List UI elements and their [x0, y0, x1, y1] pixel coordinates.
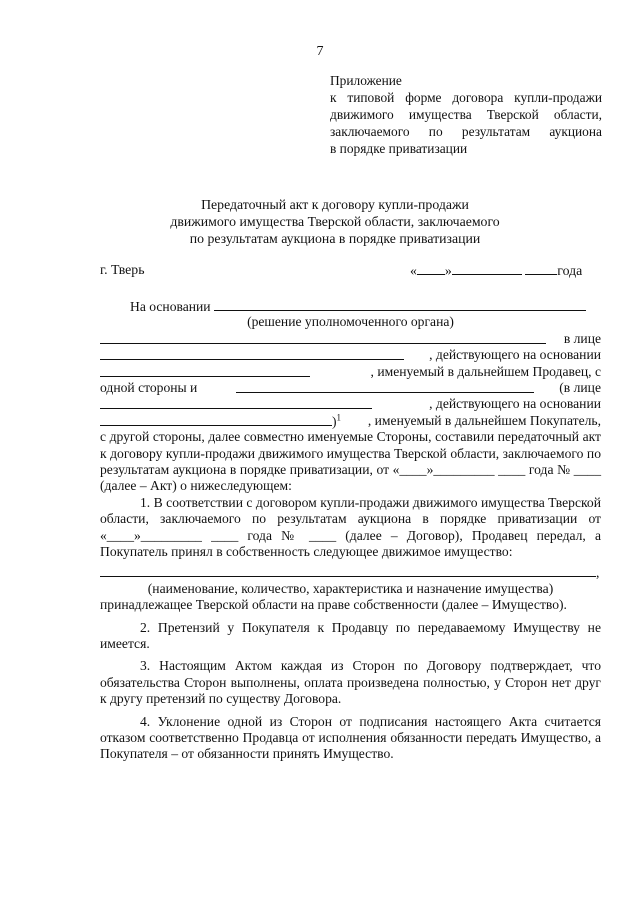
property-blank[interactable]: [100, 564, 596, 577]
seller-basis-blank[interactable]: [100, 364, 310, 377]
appendix-line-2: к типовой форме договора купли-продажи: [330, 90, 602, 105]
intro-line-7: [100, 396, 601, 412]
intro-line-5: [100, 364, 601, 380]
clause-1-cont: принадлежащее Тверской области на праве собственности (далее – Имущество).: [100, 597, 567, 613]
date-field: [410, 262, 582, 279]
clause-1: 1. В соответствии с договором купли-продажи движимого имущества Тверской области, заключаемого по результатам аукциона в порядке приватизации от «____»_________ ____ года № ____ (далее – Договор), Продавец передал, а Покупатель принял в собственность следующее движимое имущество:: [100, 494, 601, 559]
clause-4: 4. Уклонение одной из Сторон от подписания настоящего Акта считается отказом соответственно Продавца от исполнения обязанности передать Имущество, а Покупателя – от обязанности принять Имущество.: [100, 713, 601, 762]
one-side-label: одной стороны и: [100, 379, 198, 395]
appendix-line-3: движимого имущества Тверской области,: [330, 107, 602, 122]
date-quote-close: »: [444, 263, 452, 278]
acting-basis-label: , действующего на основании: [429, 347, 601, 363]
authority-blank[interactable]: [214, 298, 586, 311]
intro-paragraph: с другой стороны, далее совместно именуемые Стороны, составили передаточный акт к договору купли-продажи движимого имущества Тверской области, заключаемого по результатам аукциона в порядке приватизации, от «____»_________ ____ года № ____ (далее – Акт) о нижеследующем:: [100, 429, 601, 494]
footnote-mark: 1: [336, 412, 342, 423]
authority-caption: (решение уполномоченного органа): [247, 314, 454, 330]
document-body: [100, 298, 601, 763]
seller-named-label: , именуемый в дальнейшем Продавец, с: [370, 363, 601, 379]
property-line: ,: [100, 564, 601, 580]
appendix-block: [330, 72, 602, 157]
in-person-label: в лице: [563, 330, 601, 346]
seller-name-blank[interactable]: [100, 331, 546, 344]
buyer-name-blank[interactable]: [236, 380, 534, 393]
date-year-suffix: года: [557, 263, 583, 278]
date-year-blank[interactable]: [525, 262, 557, 275]
intro-line-8: )$^1$ , именуемый в дальнейшем Покупатель,: [100, 413, 601, 429]
appendix-line-1: Приложение: [330, 73, 402, 88]
clause-2: 2. Претензий у Покупателя к Продавцу по передаваемому Имуществу не имеется.: [100, 619, 601, 651]
buyer-named-label: , именуемый в дальнейшем Покупатель,: [367, 412, 601, 428]
document-title: [100, 196, 570, 247]
date-month-blank[interactable]: [452, 262, 522, 275]
title-line-2: движимого имущества Тверской области, заключаемого: [170, 214, 500, 229]
appendix-line-4: заключаемого по результатам аукциона: [330, 124, 602, 139]
title-line-1: Передаточный акт к договору купли-продажи: [201, 197, 469, 212]
acting-basis2-label: , действующего на основании: [429, 396, 601, 412]
property-caption: (наименование, количество, характеристика и назначение имущества): [147, 580, 554, 596]
intro-line-1: [100, 298, 601, 314]
page-number: 7: [316, 44, 324, 59]
intro-line-4: [100, 347, 601, 363]
intro-line-6: [100, 380, 601, 396]
appendix-line-5: в порядке приватизации: [330, 141, 468, 156]
title-line-3: по результатам аукциона в порядке приватизации: [189, 231, 481, 246]
clause-3: 3. Настоящим Актом каждая из Сторон по Договору подтверждает, что обязательства Сторон выполнены, оплата произведена полностью, у Сторон нет друг к другу претензий по существу Договора.: [100, 658, 601, 707]
place-of-signing: г. Тверь: [100, 262, 145, 277]
intro-line-3: [100, 331, 601, 347]
in-person-paren-label: (в лице: [559, 379, 601, 395]
seller-rep-blank[interactable]: [100, 347, 404, 360]
on-basis-label: На основании: [130, 299, 211, 314]
date-day-blank[interactable]: [417, 262, 445, 275]
buyer-basis-blank[interactable]: [100, 413, 332, 426]
buyer-rep-blank[interactable]: [100, 396, 372, 409]
date-quote-open: «: [410, 263, 417, 278]
